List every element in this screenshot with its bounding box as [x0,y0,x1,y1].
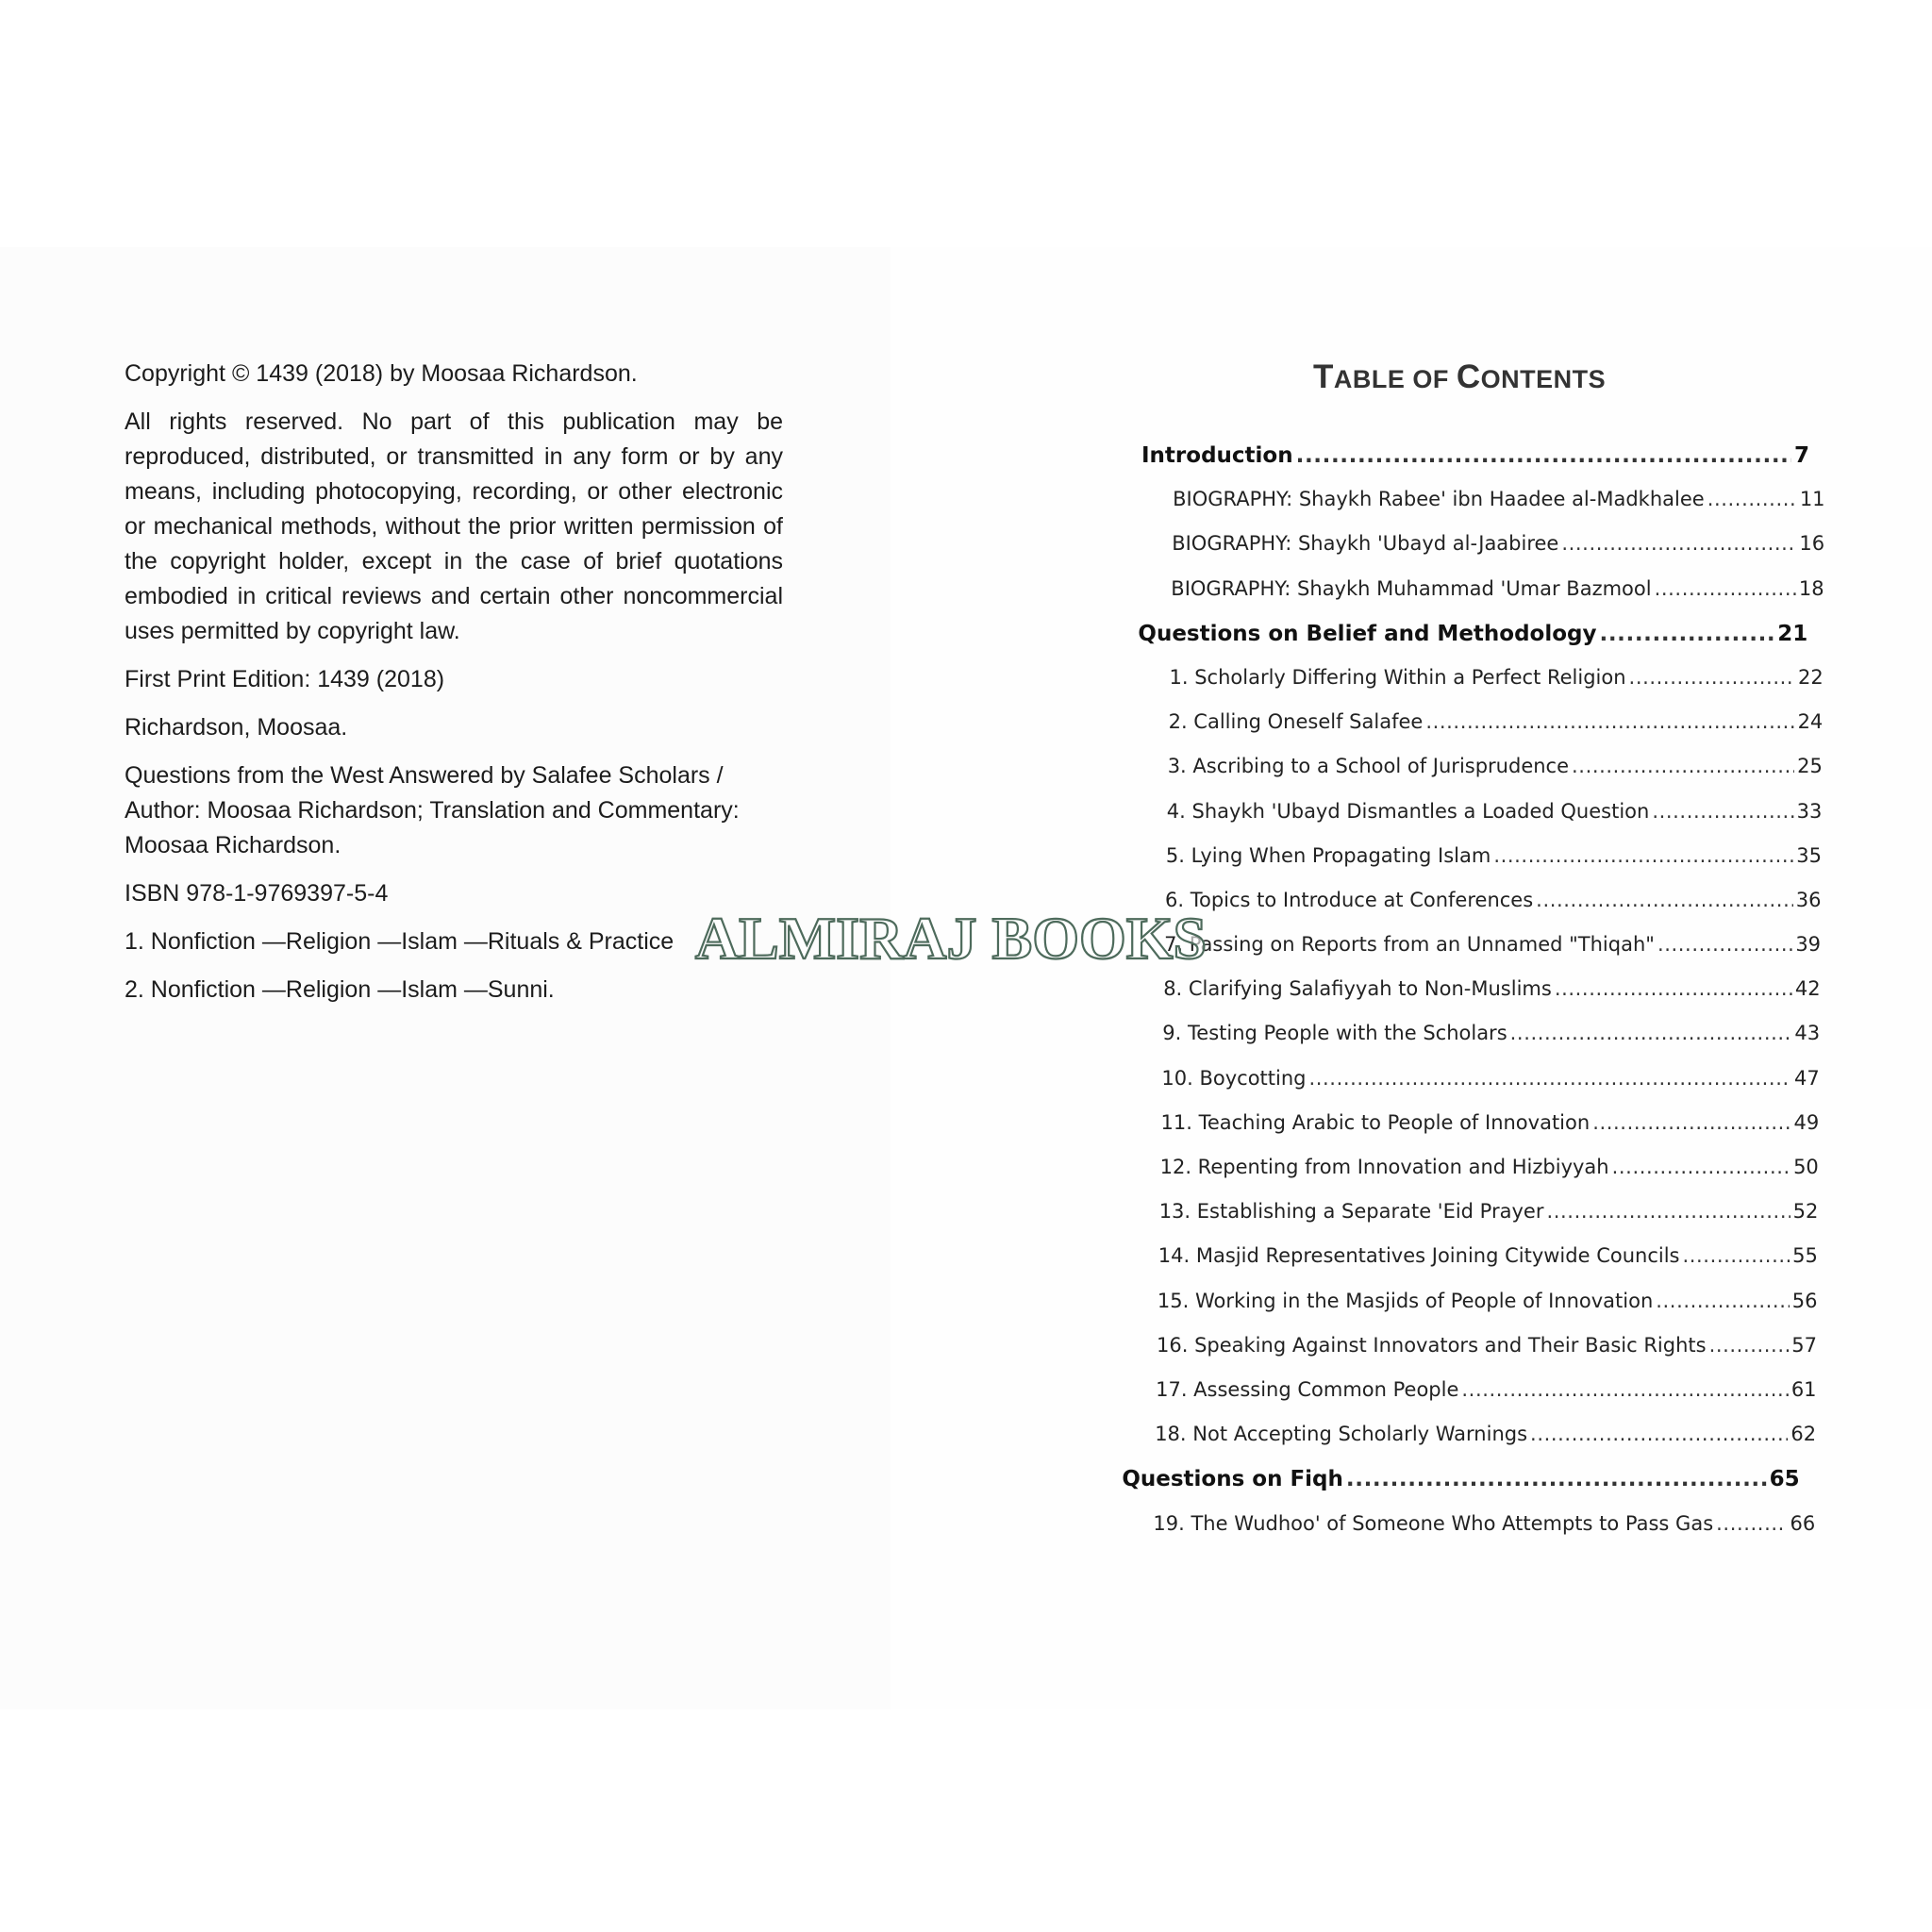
toc-title-rest-2: ONTENTS [1480,365,1607,393]
toc-entry-title: 4. Shaykh 'Ubayd Dismantles a Loaded Question [1166,799,1650,823]
dot-leader [1652,800,1793,823]
dot-leader [1555,977,1792,1000]
toc-entry [1161,1067,1819,1111]
toc-page-number: 50 [1793,1156,1819,1178]
toc-entry [1168,755,1823,799]
toc-entry-title: 9. Testing People with the Scholars [1162,1022,1507,1045]
toc-page-number: 61 [1790,1377,1817,1401]
subject-category-2: 2. Nonfiction —Religion —Islam —Sunni. [125,976,555,1003]
toc-page-number: 21 [1777,621,1808,646]
toc-entry [1170,666,1824,710]
toc-page-number: 47 [1793,1066,1820,1090]
dot-leader [1530,1423,1788,1445]
toc-entry-title: Questions on Fiqh [1122,1467,1343,1492]
toc-page-number: 18 [1798,576,1824,600]
copyright-text-block [125,357,783,1021]
toc-page-number: 24 [1797,710,1824,734]
isbn-line: ISBN 978-1-9769397-5-4 [125,880,389,907]
toc-entry [1169,710,1824,755]
toc-section-heading [1138,622,1807,666]
toc-entry [1171,577,1824,622]
toc-entry-title: 5. Lying When Propagating Islam [1165,843,1491,867]
dot-leader [1709,1334,1790,1357]
dot-leader [1592,1111,1790,1134]
toc-entry-title: BIOGRAPHY: Shaykh Rabee' ibn Haadee al-Madkhalee [1173,488,1705,511]
toc-entry [1160,1156,1819,1200]
toc-entry [1163,977,1820,1022]
toc-title-initial-t: T [1313,358,1334,395]
toc-entry [1167,800,1823,844]
toc-entry [1161,1111,1820,1156]
toc-entry [1158,1290,1818,1334]
dot-leader [1493,844,1793,867]
toc-entry-title: 17. Assessing Common People [1156,1377,1459,1401]
toc-page-number: 39 [1795,933,1822,957]
dot-leader [1657,933,1792,956]
toc-section-heading [1141,443,1809,488]
dot-leader [1707,488,1797,510]
rights-reserved-paragraph: All rights reserved. No part of this publication may be reproduced, distributed, or transmitted in any form or by any means, including photocopying, recording, or other electronic or mechanical methods, without the prior written permission of the copyright holder, except in the case of brief quotations embodied in critical reviews and certain other noncommercial uses permitted by copyright law. [125,408,783,644]
toc-entry [1158,1244,1818,1289]
toc-page-number: 49 [1793,1110,1820,1134]
dot-leader [1656,1290,1789,1312]
dot-leader [1682,1244,1790,1267]
toc-page-number: 52 [1792,1200,1819,1224]
copyright-notice: Copyright © 1439 (2018) by Moosaa Richardson. [125,360,638,387]
dot-leader [1561,532,1796,555]
toc-page-number: 25 [1797,755,1823,778]
toc-entry-title: BIOGRAPHY: Shaykh Muhammad 'Umar Bazmool [1171,576,1652,600]
toc-entry [1162,1022,1820,1066]
toc-page-number: 66 [1790,1511,1816,1535]
toc-page-number: 7 [1793,443,1809,468]
dot-leader [1346,1467,1767,1491]
dot-leader [1308,1067,1790,1090]
toc-page-number: 35 [1796,843,1822,867]
toc-page-number: 65 [1769,1467,1800,1492]
toc-entry-title: 7. Passing on Reports from an Unnamed "Thiqah" [1164,933,1655,957]
dot-leader [1629,666,1795,689]
dot-leader [1716,1512,1787,1535]
toc-entry-title: 14. Masjid Representatives Joining Citywide Councils [1158,1244,1680,1268]
dot-leader [1425,710,1794,733]
toc-entry-list [1122,443,1825,1557]
dot-leader [1612,1156,1790,1178]
toc-entry [1155,1423,1816,1467]
toc-title-initial-c: C [1456,358,1481,395]
toc-entry-title: 2. Calling Oneself Salafee [1168,710,1424,734]
toc-entry-title: 19. The Wudhoo' of Someone Who Attempts to Pass Gas [1153,1511,1714,1535]
toc-page-number: 42 [1794,977,1821,1001]
toc-entry [1173,488,1824,532]
toc-page-number: 55 [1792,1244,1818,1268]
toc-page-number: 11 [1799,488,1825,511]
dot-leader [1296,443,1791,468]
author-line: Richardson, Moosaa. [125,714,348,741]
edition-line: First Print Edition: 1439 (2018) [125,666,445,692]
book-title-credit: Questions from the West Answered by Salafee Scholars / Author: Moosaa Richardson; Translation and Commentary: Moosaa Richardson. [125,762,740,858]
toc-entry-title: 18. Not Accepting Scholarly Warnings [1155,1423,1528,1446]
toc-page-number: 16 [1799,532,1825,556]
subject-category-1: 1. Nonfiction —Religion —Islam —Rituals & Practice [125,928,675,955]
toc-entry-title: 15. Working in the Masjids of People of Innovation [1157,1289,1654,1312]
toc-entry [1164,933,1821,977]
toc-page-number: 33 [1796,799,1823,823]
toc-entry [1165,889,1822,933]
dot-leader [1655,577,1796,600]
toc-page-number: 56 [1791,1289,1818,1312]
toc-entry-title: 10. Boycotting [1161,1066,1307,1090]
dot-leader [1510,1022,1792,1044]
watermark-logo [687,904,1215,979]
toc-page-number: 57 [1791,1333,1817,1357]
toc-entry-title: 1. Scholarly Differing Within a Perfect Religion [1169,665,1626,689]
dot-leader [1536,889,1793,911]
toc-entry-title: Questions on Belief and Methodology [1138,621,1597,646]
watermark-text: ALMIRAJ BOOKS [694,905,1208,972]
toc-entry [1153,1512,1815,1557]
toc-page-number: 43 [1794,1022,1821,1045]
toc-page-number: 36 [1795,888,1822,911]
toc-entry-title: 12. Repenting from Innovation and Hizbiyyah [1159,1156,1609,1178]
toc-entry [1166,844,1822,889]
toc-entry [1156,1378,1816,1423]
toc-entry-title: BIOGRAPHY: Shaykh 'Ubayd al-Jaabiree [1172,532,1559,556]
toc-entry-title: 3. Ascribing to a School of Jurisprudence [1167,755,1570,778]
dot-leader [1600,622,1775,646]
toc-page-number: 22 [1798,665,1824,689]
toc-entry-title: Introduction [1141,443,1293,468]
dot-leader [1461,1378,1788,1401]
toc-title-rest-1: ABLE OF [1333,365,1457,393]
toc-entry [1172,532,1824,576]
toc-entry [1157,1334,1817,1378]
toc-entry-title: 8. Clarifying Salafiyyah to Non-Muslims [1163,977,1552,1001]
toc-entry [1159,1200,1819,1244]
toc-entry-title: 16. Speaking Against Innovators and Their Basic Rights [1157,1333,1707,1357]
dot-leader [1572,755,1794,777]
toc-section-heading [1122,1467,1799,1511]
toc-title [1313,358,1653,396]
dot-leader [1546,1200,1790,1223]
toc-entry-title: 11. Teaching Arabic to People of Innovation [1160,1110,1591,1134]
toc-page-number: 62 [1790,1423,1817,1446]
toc-entry-title: 13. Establishing a Separate 'Eid Prayer [1158,1200,1544,1224]
toc-entry-title: 6. Topics to Introduce at Conferences [1165,888,1534,911]
